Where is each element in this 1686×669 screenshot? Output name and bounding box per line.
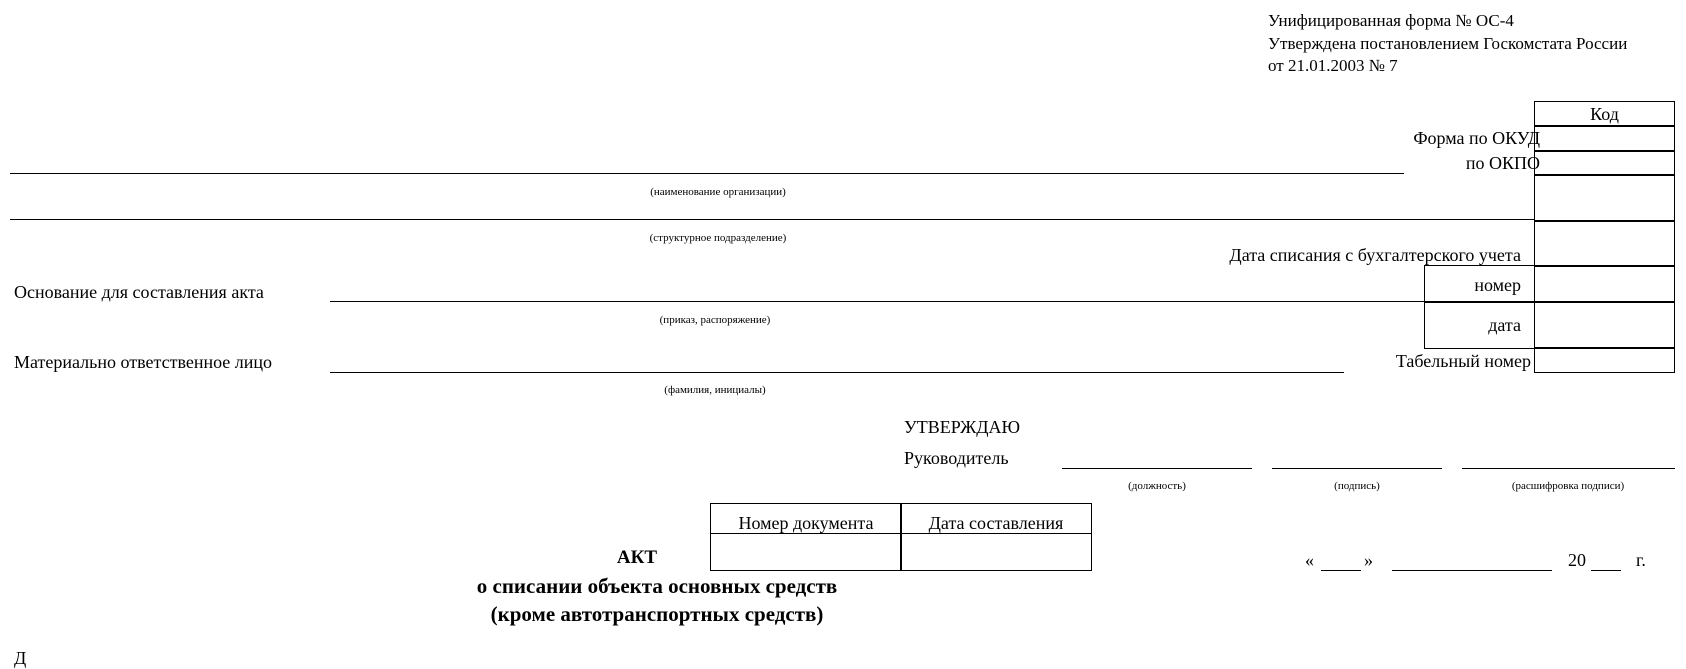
act-subtitle-2: (кроме автотранспортных средств) xyxy=(490,602,824,626)
year-line[interactable] xyxy=(1591,570,1621,571)
act-subtitle-1: о списании объекта основных средств xyxy=(476,574,838,598)
year-suffix: г. xyxy=(1636,550,1646,570)
okud-label: Форма по ОКУД xyxy=(1413,128,1540,148)
footer-partial-text: Д xyxy=(14,648,27,668)
quote-close: » xyxy=(1364,550,1373,570)
okpo-label: по ОКПО xyxy=(1465,153,1540,173)
basis-caption: (приказ, распоряжение) xyxy=(659,314,771,326)
decoding-line[interactable] xyxy=(1462,468,1675,469)
head-label: Руководитель xyxy=(904,448,1009,468)
approve-title: УТВЕРЖДАЮ xyxy=(904,417,1021,437)
position-caption: (должность) xyxy=(1128,480,1186,492)
kod-header-cell xyxy=(1534,101,1675,127)
year-prefix: 20 xyxy=(1568,550,1586,570)
org-name-line[interactable] xyxy=(10,173,1404,174)
form-approval-date: от 21.01.2003 № 7 xyxy=(1268,56,1398,75)
responsible-label: Материально ответственное лицо xyxy=(14,352,273,372)
kod-label: Код xyxy=(1590,104,1619,124)
doc-date-header: Дата составления xyxy=(928,513,1064,533)
code-cell-blank-1[interactable] xyxy=(1534,174,1675,222)
nomer-value-cell[interactable] xyxy=(1534,265,1675,303)
org-caption: (наименование организации) xyxy=(650,186,786,198)
dept-caption: (структурное подразделение) xyxy=(649,232,787,244)
doc-number-header: Номер документа xyxy=(738,513,874,533)
data-value-cell[interactable] xyxy=(1534,301,1675,349)
responsible-line[interactable] xyxy=(330,372,1344,373)
act-title: АКТ xyxy=(616,547,658,568)
dept-line[interactable] xyxy=(10,219,1534,220)
date-writeoff-code-cell[interactable] xyxy=(1534,220,1675,267)
signature-line[interactable] xyxy=(1272,468,1442,469)
position-line[interactable] xyxy=(1062,468,1252,469)
date-writeoff-label: Дата списания с бухгалтерского учета xyxy=(1229,245,1521,265)
month-line[interactable] xyxy=(1392,570,1552,571)
okpo-code-cell[interactable] xyxy=(1534,150,1675,176)
form-approval-line: Утверждена постановлением Госкомстата России xyxy=(1268,34,1628,53)
basis-line[interactable] xyxy=(330,301,1424,302)
doc-date-value-cell[interactable] xyxy=(902,535,1090,569)
tabel-value-cell[interactable] xyxy=(1534,347,1675,373)
signature-caption: (подпись) xyxy=(1334,480,1380,492)
quote-open: « xyxy=(1305,550,1314,570)
data-label: дата xyxy=(1488,315,1521,335)
form-title: Унифицированная форма № ОС-4 xyxy=(1268,11,1514,30)
tabel-label: Табельный номер xyxy=(1395,351,1531,371)
doc-number-value-cell[interactable] xyxy=(712,535,900,569)
nomer-label: номер xyxy=(1474,275,1521,295)
responsible-caption: (фамилия, инициалы) xyxy=(664,384,766,396)
okud-code-cell[interactable] xyxy=(1534,125,1675,152)
decoding-caption: (расшифровка подписи) xyxy=(1511,480,1625,492)
day-line[interactable] xyxy=(1321,570,1361,571)
basis-label: Основание для составления акта xyxy=(14,282,264,302)
